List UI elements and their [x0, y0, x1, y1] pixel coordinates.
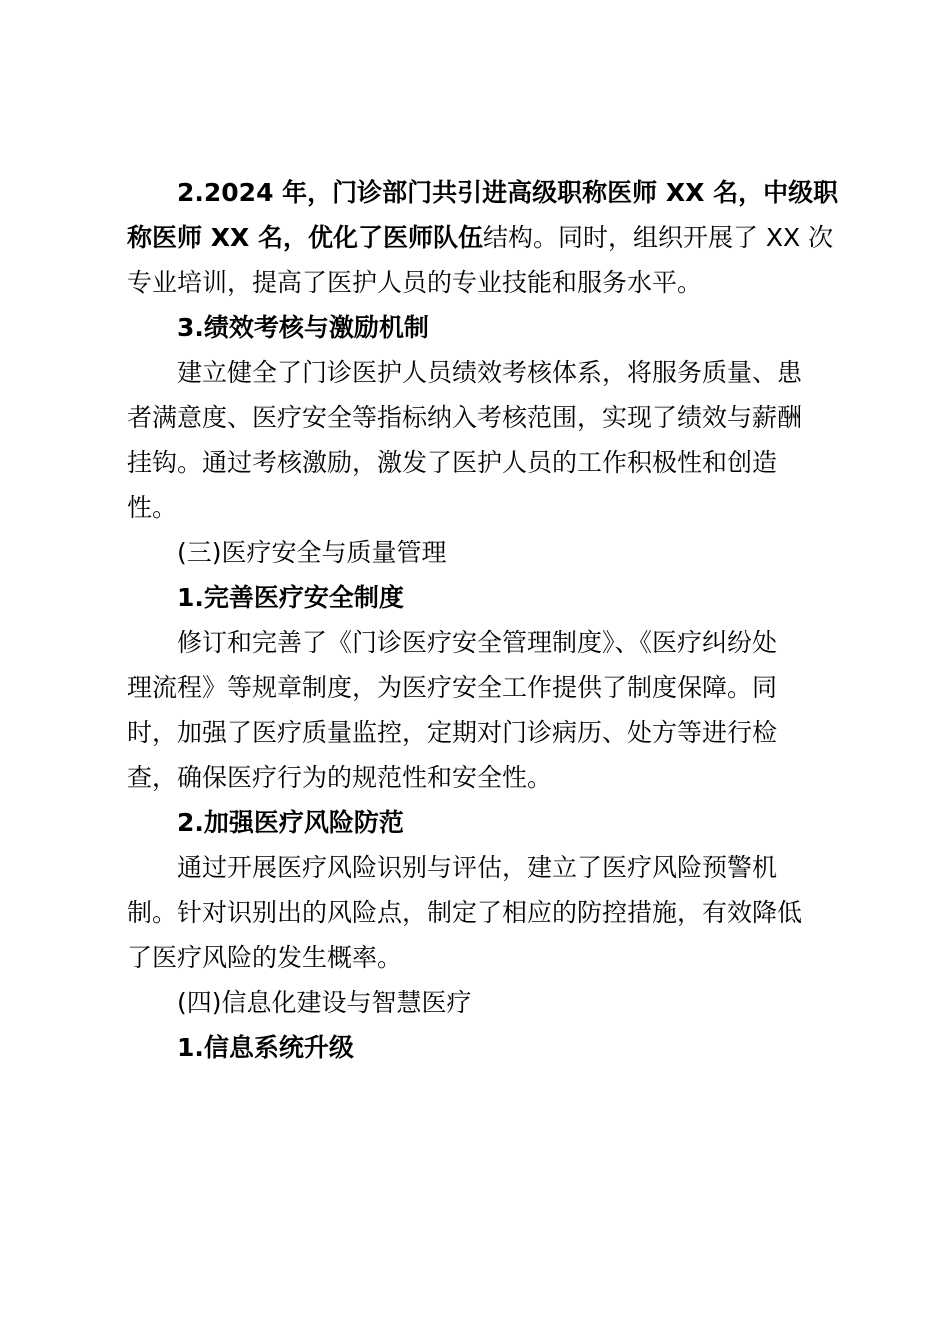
bold-text: 2.2024 年，门诊部门共引进高级职称医师 XX 名，中级职 — [177, 178, 839, 207]
paragraph-line — [127, 215, 834, 260]
subheading-safety-system: 1.完善医疗安全制度 — [177, 583, 404, 612]
paragraph-line: 修订和完善了《门诊医疗安全管理制度》、《医疗纠纷处 — [177, 628, 778, 657]
body-text: 结构。同时，组织开展了 XX 次 — [482, 223, 834, 252]
subheading-info-system: 1.信息系统升级 — [177, 1033, 354, 1062]
section-heading-3: (三)医疗安全与质量管理 — [177, 538, 447, 567]
paragraph-line: 时，加强了医疗质量监控，定期对门诊病历、处方等进行检 — [127, 718, 778, 747]
paragraph-line: 性。 — [127, 493, 178, 522]
paragraph-line: 专业培训，提高了医护人员的专业技能和服务水平。 — [127, 268, 703, 297]
section-heading-4: (四)信息化建设与智慧医疗 — [177, 988, 472, 1017]
subheading-risk: 2.加强医疗风险防范 — [177, 808, 404, 837]
paragraph-line: 建立健全了门诊医护人员绩效考核体系，将服务质量、患 — [177, 358, 803, 387]
paragraph-line: 通过开展医疗风险识别与评估，建立了医疗风险预警机 — [177, 853, 778, 882]
paragraph-line: 理流程》等规章制度，为医疗安全工作提供了制度保障。同 — [127, 673, 778, 702]
paragraph-line — [127, 170, 839, 215]
paragraph-line: 者满意度、医疗安全等指标纳入考核范围，实现了绩效与薪酬 — [127, 403, 803, 432]
bold-text: 称医师 XX 名，优化了医师队伍 — [127, 223, 483, 252]
paragraph-line: 了医疗风险的发生概率。 — [127, 943, 403, 972]
paragraph-line: 挂钩。通过考核激励，激发了医护人员的工作积极性和创造 — [127, 448, 778, 477]
subheading-performance: 3.绩效考核与激励机制 — [177, 313, 429, 342]
paragraph-line: 制。针对识别出的风险点，制定了相应的防控措施，有效降低 — [127, 898, 803, 927]
paragraph-line: 查，确保医疗行为的规范性和安全性。 — [127, 763, 553, 792]
